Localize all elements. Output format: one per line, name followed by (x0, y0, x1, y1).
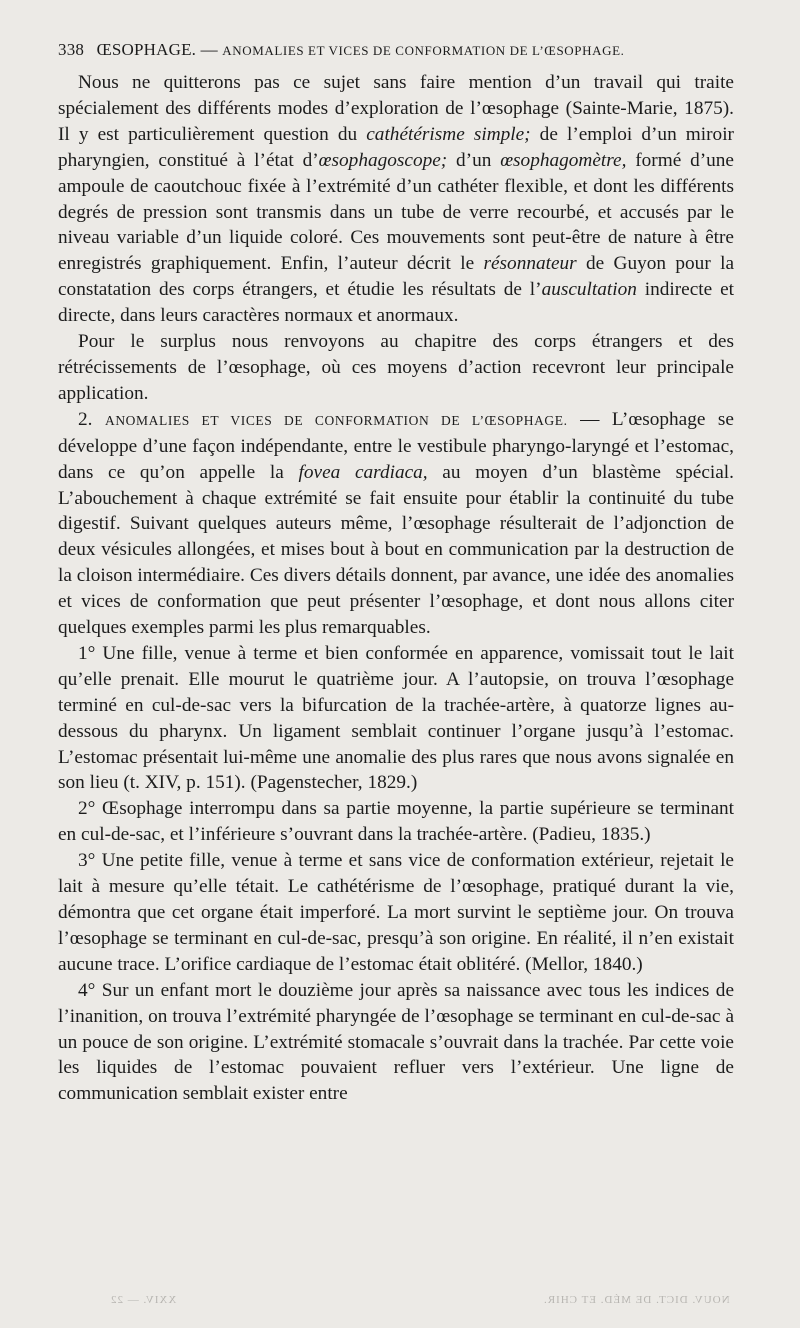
text-run: d’un (447, 149, 501, 171)
paragraph-anomalies-intro (58, 407, 734, 641)
text-run: au moyen d’un blastème spécial. L’abouchement à chaque extrémité se fait ensuite pour établir la continuité du tube digestif. Suivant quelques auteurs même, l’œsophage résulterait de l’adjonction de deux vésicules allongées, et mises bout à bout en communication par la destruction de la cloison intermédiaire. Ces divers détails donnent, par avance, une idée des anomalies et vices de conformation que peut présenter l’œsophage, et dont nous allons citer quelques exemples parmi les plus remarquables. (58, 461, 734, 639)
italic-term: cathétérisme simple; (366, 123, 531, 145)
italic-term: œsophagomètre, (500, 149, 627, 171)
section-number: 2. (78, 408, 93, 430)
page-number: 338 (58, 40, 85, 59)
footer-publication: NOUV. DICT. DE MÉD. ET CHIR. (543, 1294, 730, 1306)
body-text (58, 70, 734, 1107)
text-run: Nous ne quitterons pas ce sujet sans faire mention d’un travail qui traite spécialement des différents modes d’exploration de l’œsophage (Sainte-Marie, 1875). Il y est particulièrement question du (58, 72, 734, 145)
text-run: — L’œsophage se développe d’une façon indépendante, entre le vestibule pharyngo-laryngé et l’estomac, dans ce qu’on appelle la (58, 408, 734, 483)
running-header (58, 40, 748, 60)
italic-term: fovea cardiaca, (298, 461, 428, 483)
running-title: ANOMALIES ET VICES DE CONFORMATION DE L’ŒSOPHAGE. (222, 43, 625, 58)
paragraph-case-4: 4° Sur un enfant mort le douzième jour après sa naissance avec tous les indices de l’inanition, on trouva l’extrémité pharyngée de l’œsophage se terminant en cul-de-sac à un pouce de son origine. L’extrémité stomacale s’ouvrait dans la trachée. Par cette voie les liquides de l’estomac pouvaient refluer vers l’extérieur. Une ligne de communication semblait exister entre (58, 979, 734, 1105)
paragraph-case-3: 3° Une petite fille, venue à terme et sans vice de conformation extérieur, rejetait le lait à mesure qu’elle tétait. Le cathétérisme de l’œsophage, pratiqué durant la vie, démontra que cet organe était imperforé. La mort survint le septième jour. On trouva l’œsophage se terminant en cul-de-sac, presqu’à son origine. En réalité, il n’en existait aucune trace. L’orifice cardiaque de l’estomac était oblitéré. (Mellor, 1840.) (58, 850, 734, 975)
section-heading: ANOMALIES ET VICES DE CONFORMATION DE L’ŒSOPHAGE. (104, 412, 568, 428)
text-run: de l’emploi d’un miroir pharyngien, constitué à l’état d’ (58, 123, 734, 171)
paragraph-case-2: 2° Œsophage interrompu dans sa partie moyenne, la partie supérieure se terminant en cul-de-sac, et l’inférieure s’ouvrant dans la trachée-artère. (Padieu, 1835.) (58, 798, 734, 846)
italic-term: auscultation (541, 279, 637, 301)
italic-term: œsophagoscope; (318, 149, 448, 171)
paragraph-exploration (58, 70, 734, 329)
italic-term: résonnateur (483, 253, 577, 275)
bleed-through-footer (110, 1294, 730, 1306)
section-title: ŒSOPHAGE. (96, 40, 197, 59)
paragraph-surplus: Pour le surplus nous renvoyons au chapitre des corps étrangers et des rétrécissements de l’œsophage, où ces moyens d’action recevront leur principale application. (58, 331, 734, 404)
text-run: indirecte et directe, dans leurs caractères normaux et anormaux. (58, 279, 734, 327)
text-run: de Guyon pour la constatation des corps étrangers, et étudie les résultats de l’ (58, 253, 734, 301)
footer-volume: XXIV. — 22 (110, 1294, 177, 1306)
header-dash: — (200, 40, 218, 59)
text-run: formé d’une ampoule de caoutchouc fixée à l’extrémité d’un cathéter flexible, et dont les différents degrés de pression sont transmis dans un tube de verre recourbé, et accusés par le niveau variable d’un liquide coloré. Ces mouvements sont peut-être de nature à être enregistrés graphiquement. Enfin, l’auteur décrit le (58, 149, 734, 275)
paragraph-case-1: 1° Une fille, venue à terme et bien conformée en apparence, vomissait tout le lait qu’elle prenait. Elle mourut le quatrième jour. A l’autopsie, on trouva l’œsophage terminé en cul-de-sac vers la bifurcation de la trachée-artère, à quatorze lignes au-dessous du pharynx. Un ligament semblait continuer l’organe jusqu’à l’estomac. L’estomac présentait lui-même une anomalie des plus rares que nous avons signalée en son lieu (t. XIV, p. 151). (Pagenstecher, 1829.) (58, 642, 734, 794)
